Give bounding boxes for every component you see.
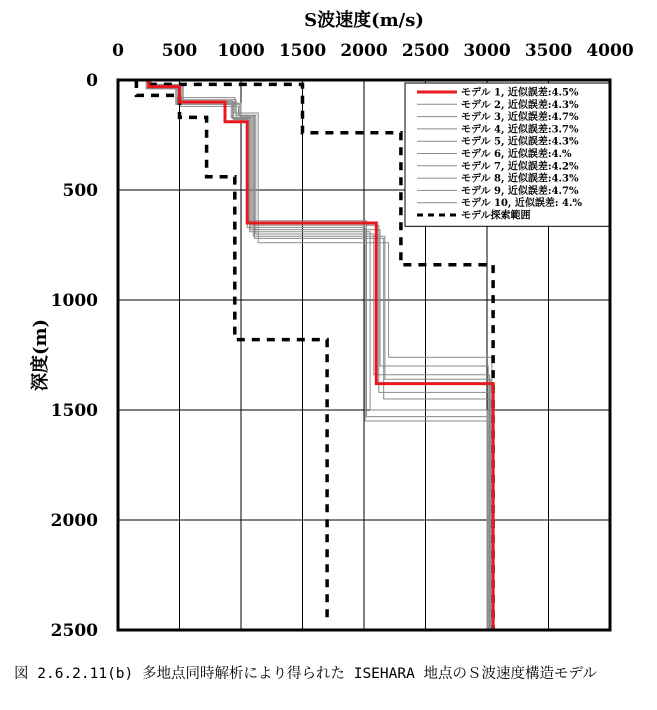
- x-tick-label: 4000: [586, 41, 634, 61]
- y-tick-label: 1500: [50, 401, 98, 421]
- legend-label: モデル 10, 近似誤差: 4.%: [461, 198, 582, 210]
- x-tick-label: 3500: [524, 41, 573, 61]
- y-tick-labels: [51, 71, 98, 641]
- x-tick-label: 2500: [401, 41, 450, 61]
- series-line-11: [136, 80, 327, 619]
- legend-label: モデル 8, 近似誤差:4.3%: [461, 173, 579, 185]
- legend-label: モデル 4, 近似誤差:3.7%: [461, 124, 579, 136]
- legend: [405, 83, 609, 226]
- legend-label: モデル 2, 近似誤差:4.3%: [461, 99, 579, 111]
- figure-caption: 図 2.6.2.11(b) 多地点同時解析により得られた ISEHARA 地点のＳ波速度構造モデル: [14, 666, 597, 682]
- y-tick-label: 1000: [50, 291, 98, 311]
- y-tick-label: 0: [86, 71, 98, 91]
- x-tick-label: 3000: [463, 41, 511, 61]
- legend-label: モデル 1, 近似誤差:4.5%: [461, 87, 579, 99]
- legend-label: モデル 9, 近似誤差:4.7%: [461, 185, 579, 197]
- x-tick-label: 1000: [217, 41, 265, 61]
- legend-label: モデル 5, 近似誤差:4.3%: [461, 136, 579, 148]
- legend-label: モデル 7, 近似誤差:4.2%: [461, 161, 579, 173]
- legend-label: モデル探索範囲: [461, 210, 531, 222]
- y-tick-label: 2500: [50, 621, 98, 641]
- y-tick-label: 500: [62, 181, 98, 201]
- legend-label: モデル 6, 近似誤差:4.%: [461, 149, 572, 160]
- x-tick-label: 0: [112, 41, 124, 61]
- legend-label: モデル 3, 近似誤差:4.7%: [461, 112, 579, 124]
- x-tick-labels: [112, 41, 634, 61]
- x-tick-label: 500: [161, 41, 198, 61]
- x-tick-label: 1500: [278, 41, 327, 61]
- x-axis-title: S波速度(m/s): [304, 10, 424, 31]
- x-tick-label: 2000: [340, 41, 388, 61]
- y-tick-label: 2000: [50, 511, 98, 531]
- y-axis-title: 深度(m): [30, 318, 51, 392]
